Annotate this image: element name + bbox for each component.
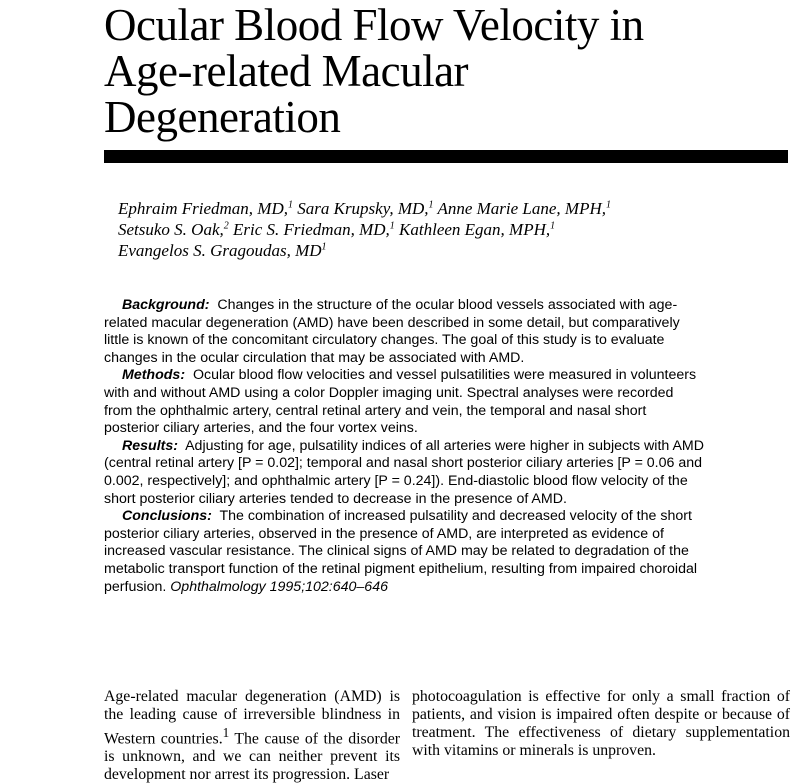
body-column-left — [104, 688, 400, 784]
affiliation-mark: 1 — [606, 199, 612, 211]
methods-heading: Methods: — [122, 367, 186, 384]
author-name: Setsuko S. Oak, — [118, 220, 224, 239]
affiliation-mark: 1 — [287, 199, 293, 211]
abstract-conclusions — [104, 508, 704, 596]
author-name: Anne Marie Lane, MPH, — [433, 199, 607, 218]
author-name: Kathleen Egan, MPH, — [394, 220, 551, 239]
author-name: Sara Krupsky, MD, — [292, 199, 429, 218]
abstract-results — [104, 438, 704, 508]
results-text: Adjusting for age, pulsatility indices of all arteries were higher in subjects with AMD (central retinal artery [P = 0.02]; temporal and nasal short posterior ciliary arteries [P = 0.06 and 0.002, respectively]; and ophthalmic artery [P = 0.24]). End-diastolic blood flow velocity of the short posterior ciliary arteries tended to decrease in the presence of AMD. — [104, 437, 704, 507]
journal-citation: Ophthalmology 1995;102:640–646 — [170, 578, 388, 595]
background-heading: Background: — [122, 297, 210, 313]
abstract-background — [104, 297, 704, 367]
affiliation-mark: 1 — [321, 241, 327, 253]
reference-mark: 1 — [222, 725, 230, 740]
body-text: The cause of the disorder is unknown, and we can neither prevent its development nor arrest its progression. Laser — [104, 730, 400, 784]
title-line-3: Degeneration — [104, 92, 341, 142]
conclusions-heading: Conclusions: — [122, 508, 212, 525]
author-name: Eric S. Friedman, MD, — [228, 220, 390, 239]
background-text: Changes in the structure of the ocular blood vessels associated with age-related macular degeneration (AMD) have been described in some detail, but comparatively little is known of the concomitant circulatory changes. The goal of this study is to evaluate changes in the ocular circulation that may be associated with AMD. — [104, 297, 680, 366]
author-line-1 — [118, 198, 758, 219]
title-line-2: Age-related Macular — [104, 46, 469, 96]
author-name: Ephraim Friedman, MD, — [118, 199, 288, 218]
title-rule — [104, 150, 788, 163]
body-paragraph — [104, 688, 400, 784]
article-title — [104, 2, 764, 140]
affiliation-mark: 1 — [428, 199, 434, 211]
affiliation-mark: 1 — [389, 220, 395, 232]
body-text: Age-related macular degeneration (AMD) is the leading cause of irreversible blindness in Western countries. — [104, 688, 400, 748]
affiliation-mark: 1 — [550, 220, 556, 232]
author-list — [118, 198, 758, 261]
body-column-right — [412, 688, 790, 760]
abstract-methods — [104, 367, 704, 437]
affiliation-mark: 2 — [223, 220, 229, 232]
body-paragraph: photocoagulation is effective for only a small fraction of patients, and vision is impaired often despite or because of treatment. The effectiveness of dietary supplementation with vitamins or minerals is unproven. — [412, 688, 790, 759]
author-line-2 — [118, 219, 758, 240]
author-line-3 — [118, 240, 758, 261]
methods-text: Ocular blood flow velocities and vessel pulsatilities were measured in volunteers with and without AMD using a color Doppler imaging unit. Spectral analyses were recorded from the ophthalmic artery, central retinal artery and vein, the temporal and nasal short posterior ciliary arteries, and the four vortex veins. — [104, 367, 697, 437]
conclusions-text: The combination of increased pulsatility and decreased velocity of the short posterior ciliary arteries, observed in the presence of AMD, are interpreted as evidence of increased vascular resistance. The clinical signs of AMD may be related to degradation of the metabolic transport function of the retinal pigment epithelium, resulting from impaired choroidal perfusion. — [104, 508, 698, 595]
author-name: Evangelos S. Gragoudas, MD — [118, 241, 322, 260]
title-line-1: Ocular Blood Flow Velocity in — [104, 0, 644, 50]
results-heading: Results: — [122, 437, 178, 454]
abstract — [104, 297, 704, 596]
